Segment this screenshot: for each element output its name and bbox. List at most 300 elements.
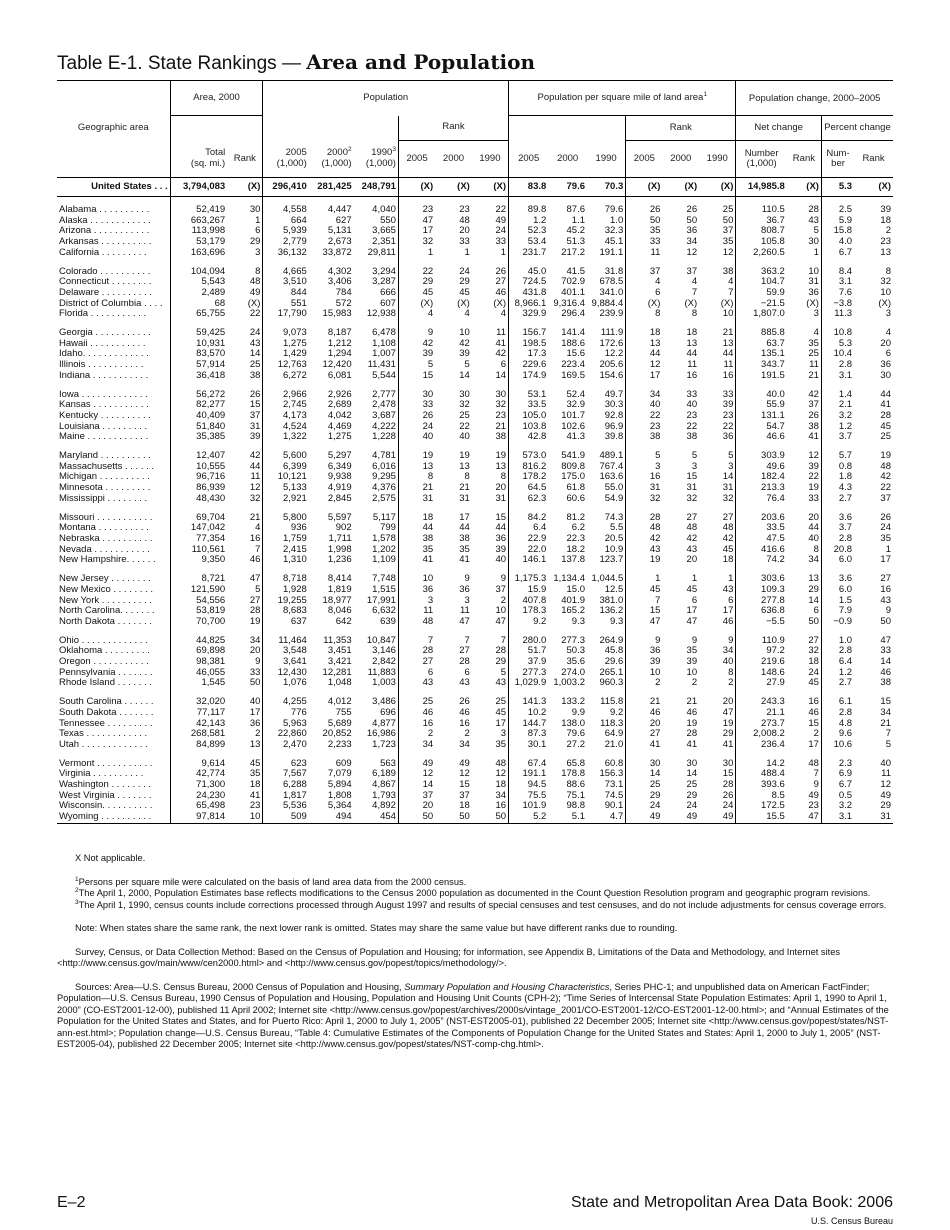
table-cell: 32 [686, 493, 698, 504]
table-row [57, 349, 893, 360]
table-cell: 178.2 [509, 472, 549, 483]
table-cell: 11,353 [323, 635, 352, 646]
table-cell: 10.2 [509, 708, 549, 719]
table-cell: 47.5 [736, 534, 787, 545]
table-cell: 3.1 [821, 371, 854, 382]
table-cell: 141.3 [509, 697, 549, 708]
table-cell: 3 [626, 462, 663, 473]
table-cell: 39 [495, 544, 507, 555]
table-cell: 26 [398, 411, 435, 422]
table-cell: 38 [626, 432, 663, 443]
table-cell: 30 [626, 759, 663, 770]
table-cell: 41 [626, 740, 663, 751]
table-cell: 11 [496, 328, 507, 339]
us-total-row [57, 178, 893, 197]
table-cell: 776 [263, 708, 309, 719]
table-cell: −21.5 [736, 299, 787, 310]
table-cell: 9 [691, 635, 698, 646]
table-cell: 1.0 [821, 636, 854, 647]
col-pop-1990: 1990$^3$ (1,000) [354, 141, 399, 178]
table-cell: 363.2 [736, 267, 787, 278]
table-cell: 43 [686, 544, 698, 555]
table-cell: 12,430 [263, 668, 309, 679]
table-cell: 75.5 [509, 791, 549, 802]
table-cell: 69,898 [170, 646, 227, 657]
title-main: Area and Population [306, 50, 536, 74]
state-name: South Carolina . . . . . . [59, 697, 154, 708]
table-cell: 642 [335, 616, 352, 627]
table-cell: 30.1 [509, 740, 549, 751]
table-cell: 82,277 [170, 400, 227, 411]
table-cell: 28 [398, 646, 435, 657]
table-cell: 1,294 [327, 349, 352, 360]
table-cell: 88.6 [566, 780, 586, 791]
table-cell: 17 [398, 226, 435, 237]
table-cell: −0.9 [821, 617, 854, 628]
table-cell: 393.6 [736, 780, 787, 791]
table-cell: 5 [626, 451, 663, 462]
table-cell: 14 [808, 595, 819, 606]
table-cell: 1.2 [509, 216, 549, 227]
table-cell: 678.5 [599, 277, 624, 288]
group-spacer [57, 197, 893, 206]
table-cell: 3,641 [263, 657, 309, 668]
table-cell: 17 [880, 555, 891, 566]
table-cell: 110.5 [736, 205, 787, 216]
table-cell: 2 [500, 595, 507, 606]
table-cell: 9.6 [821, 729, 854, 740]
table-cell: 41 [686, 739, 698, 750]
table-cell: 1,108 [372, 338, 396, 349]
table-cell: 45 [398, 288, 435, 299]
group-spacer [57, 505, 893, 513]
table-cell: 4,040 [372, 205, 396, 215]
table-cell: 33 [626, 237, 663, 248]
table-cell: 7.9 [821, 606, 854, 617]
table-cell: 4.7 [587, 812, 626, 823]
state-name: Tennessee . . . . . . . . . [59, 718, 153, 729]
table-cell: 36 [626, 646, 663, 657]
table-cell: 15 [626, 606, 663, 617]
table-cell: 4,867 [372, 780, 396, 791]
table-cell: 329.9 [509, 309, 549, 320]
table-cell: 5,133 [263, 483, 309, 494]
table-cell: 4.8 [821, 719, 854, 730]
table-cell: 52.4 [566, 389, 586, 400]
table-cell: 2,845 [327, 493, 352, 504]
table-cell: 81.2 [566, 512, 586, 523]
table-cell: 40,409 [170, 411, 227, 422]
table-cell: 36 [722, 432, 734, 443]
table-row [57, 494, 893, 505]
table-cell: 65,498 [170, 801, 227, 812]
table-cell: 33 [459, 237, 470, 248]
table-cell: 27 [686, 512, 698, 523]
table-cell: 11,464 [263, 636, 309, 647]
table-cell: 131.1 [736, 411, 787, 422]
table-cell: 18 [880, 215, 891, 226]
table-cell: 174.9 [509, 371, 549, 382]
table-cell: 11 [398, 606, 435, 617]
table-cell: 39 [459, 349, 470, 360]
table-cell: 2.5 [821, 205, 854, 216]
table-cell: 54,556 [170, 596, 227, 607]
table-cell: 54.7 [736, 422, 787, 433]
state-name: Nebraska . . . . . . . . . . [59, 533, 153, 544]
table-cell: 3,687 [372, 410, 396, 421]
header-blank [57, 81, 170, 116]
table-cell: 22.3 [566, 533, 586, 544]
table-cell: 35 [495, 739, 507, 750]
table-cell: 7,079 [327, 769, 352, 780]
table-cell: 784 [335, 287, 352, 298]
table-cell: 2,745 [263, 400, 309, 411]
table-cell: 50 [808, 616, 819, 627]
table-cell: 46 [626, 708, 663, 719]
table-cell: 7 [255, 544, 261, 555]
table-cell: 23 [459, 205, 470, 215]
table-cell: 188.6 [561, 338, 586, 349]
table-cell: 98.8 [566, 801, 586, 812]
table-cell: 1,003.2 [553, 678, 586, 689]
table-cell: 47 [249, 574, 261, 585]
table-cell: 27 [249, 595, 261, 606]
table-cell: 48 [880, 461, 891, 472]
table-cell: 32 [495, 400, 507, 411]
table-cell: 281,425 [309, 178, 354, 197]
table-cell: 34 [626, 390, 663, 401]
table-cell: 6 [691, 595, 698, 606]
table-cell: 243.3 [736, 697, 787, 708]
table-cell: 51,840 [170, 422, 227, 433]
table-cell: 34 [398, 740, 435, 751]
table-cell: 103.8 [509, 422, 549, 433]
table-cell: 38 [808, 421, 819, 432]
table-cell: 6,272 [263, 371, 309, 382]
table-cell: 29 [808, 584, 819, 595]
table-cell: 41 [249, 790, 261, 801]
table-cell: 45 [495, 707, 507, 718]
table-cell: 182.4 [736, 472, 787, 483]
table-cell: 4 [500, 309, 507, 320]
table-cell: 5.9 [821, 216, 854, 227]
table-cell: (X) [684, 298, 698, 309]
table-cell: 137.8 [561, 555, 586, 566]
table-cell: 32 [808, 646, 819, 657]
table-cell: 13 [398, 462, 435, 473]
table-cell: 29 [686, 790, 698, 801]
table-row [57, 205, 893, 216]
table-cell: 5 [398, 360, 435, 371]
table-cell: 49 [808, 790, 819, 801]
state-name: Delaware . . . . . . . . . . [59, 287, 152, 298]
table-cell: 5,597 [327, 512, 352, 523]
table-cell: 47 [495, 616, 507, 627]
table-cell: 33 [249, 667, 261, 678]
table-cell: 53,179 [170, 237, 227, 248]
table-cell: 343.7 [736, 360, 787, 371]
table-cell: 1.2 [821, 422, 854, 433]
table-cell: 64.9 [604, 729, 624, 740]
table-cell: 33 [495, 237, 507, 248]
table-cell: 572 [335, 298, 352, 309]
table-cell: 90.1 [604, 801, 624, 812]
table-cell: 136.2 [599, 606, 624, 617]
table-cell: 28 [495, 646, 507, 657]
table-cell: 10 [626, 668, 663, 679]
table-cell: 1,275 [263, 339, 309, 350]
table-cell: 5.3 [821, 339, 854, 350]
table-cell: 6,399 [263, 462, 309, 473]
table-cell: 69,704 [170, 513, 227, 524]
table-cell: 1.4 [821, 390, 854, 401]
table-cell: 37 [686, 266, 698, 277]
table-cell: 28 [249, 606, 261, 617]
table-row [57, 513, 893, 524]
col-net-number: Number (1,000) [736, 141, 787, 178]
table-cell: 4,447 [327, 205, 352, 215]
table-cell: 1,003 [372, 678, 396, 689]
table-row [57, 769, 893, 780]
table-cell: 13 [495, 461, 507, 472]
table-cell: 101.9 [509, 801, 549, 812]
table-cell: 38 [495, 432, 507, 443]
table-cell: 109.3 [736, 585, 787, 596]
table-cell: 21 [249, 512, 261, 523]
table-cell: 22 [398, 267, 435, 278]
table-cell: 55.0 [604, 483, 624, 494]
table-cell: 11 [626, 248, 663, 259]
table-cell: 44 [398, 523, 435, 534]
table-cell: 11 [687, 360, 698, 371]
table-cell: 50 [686, 215, 698, 226]
table-cell: 45 [459, 287, 470, 298]
table-cell: 49 [699, 812, 736, 823]
table-cell: 16 [459, 718, 470, 729]
table-row [57, 617, 893, 628]
table-cell: 46,055 [170, 668, 227, 679]
table-cell: 26 [249, 389, 261, 400]
table-cell: 20,852 [322, 729, 352, 740]
table-cell: 49 [398, 759, 435, 770]
table-cell: 49 [495, 215, 507, 226]
table-cell: 27 [626, 729, 663, 740]
table-cell: 303.9 [736, 451, 787, 462]
table-cell: 42 [459, 338, 470, 349]
table-cell: 17 [459, 512, 470, 523]
table-cell: (X) [398, 299, 435, 310]
table-cell: (X) [806, 298, 819, 309]
table-cell: 24 [495, 226, 507, 237]
table-cell: 13 [880, 247, 891, 258]
table-cell: 48 [459, 215, 470, 226]
table-cell: 4,877 [372, 718, 396, 729]
table-cell: 30.3 [604, 400, 624, 411]
table-cell: 28 [626, 513, 663, 524]
group-spacer [57, 259, 893, 267]
table-cell: 42,774 [170, 769, 227, 780]
table-cell: 12.5 [604, 584, 624, 595]
table-cell: 280.0 [509, 636, 549, 647]
table-cell: 50 [249, 678, 261, 689]
table-cell: 87.6 [566, 205, 586, 215]
table-cell: 19 [398, 451, 435, 462]
table-cell: 20 [808, 512, 819, 523]
table-cell: 1 [464, 247, 470, 258]
table-cell: 3 [500, 729, 507, 740]
table-cell: 1 [626, 574, 663, 585]
table-cell: 809.8 [561, 461, 586, 472]
table-cell: 4 [464, 309, 470, 320]
table-cell: 24 [459, 266, 470, 277]
table-cell: 8,683 [263, 606, 309, 617]
table-cell: 53.4 [509, 237, 549, 248]
table-cell: 16,986 [366, 729, 396, 740]
state-name: Wisconsin. . . . . . . . . . [59, 801, 153, 812]
table-cell: 70,700 [170, 617, 227, 628]
table-cell: 11 [250, 472, 261, 483]
table-cell: 43 [880, 595, 891, 606]
table-cell: 30 [808, 237, 819, 248]
table-cell: 40 [398, 432, 435, 443]
table-cell: 3 [813, 309, 819, 320]
state-name: Kentucky . . . . . . . . . . [59, 410, 151, 421]
table-cell: 27.2 [566, 739, 586, 750]
table-cell: 50 [472, 812, 509, 823]
state-name: United States . . . [57, 178, 170, 197]
table-cell: 9 [626, 636, 663, 647]
table-cell: 135.1 [736, 349, 787, 360]
table-cell: 3,146 [372, 646, 396, 657]
col-density-2005: 2005 [509, 141, 549, 178]
table-cell: 6,288 [263, 780, 309, 791]
table-cell: 3 [464, 595, 470, 606]
table-cell: 401.1 [561, 287, 586, 298]
table-cell: 36 [686, 226, 698, 237]
table-cell: 13 [249, 739, 261, 750]
table-cell: 3.6 [821, 574, 854, 585]
table-cell: 104,094 [170, 267, 227, 278]
col-pct-number: Num- ber [821, 141, 854, 178]
state-name: Michigan . . . . . . . . . . [59, 472, 150, 483]
table-cell: 4.3 [821, 483, 854, 494]
table-cell: 30 [495, 389, 507, 400]
table-cell: 101.7 [561, 410, 586, 421]
table-cell: 123.7 [599, 555, 624, 566]
table-cell: 48,430 [170, 494, 227, 505]
table-cell: 27 [398, 657, 435, 668]
table-cell: 936 [263, 523, 309, 534]
table-cell: 23 [398, 205, 435, 216]
table-cell: 3 [885, 309, 891, 320]
table-cell: 147,042 [170, 523, 227, 534]
table-cell: 39.8 [604, 432, 624, 443]
table-cell: 5,939 [263, 226, 309, 237]
table-row [57, 801, 893, 812]
table-cell: 38 [249, 370, 261, 381]
table-cell: 115.8 [600, 697, 624, 708]
table-cell: 7 [691, 287, 698, 298]
table-cell: 9.3 [610, 616, 624, 627]
table-cell: 29 [459, 277, 470, 288]
table-cell: 3.7 [821, 432, 854, 443]
table-cell: 27 [722, 512, 734, 523]
state-name: Iowa . . . . . . . . . . . . . [59, 389, 148, 400]
table-cell: 1,048 [327, 678, 352, 689]
table-cell: 25 [398, 697, 435, 708]
col-pop-2000: 2000$^2$ (1,000) [309, 141, 354, 178]
table-cell: 6 [626, 288, 663, 299]
table-cell: 767.4 [599, 461, 624, 472]
table-cell: (X) [457, 298, 470, 309]
table-cell: 141.4 [561, 328, 586, 339]
table-cell: 8,718 [263, 574, 309, 585]
note: Note: When states share the same rank, the next lower rank is omitted. States may share the same value but have different ranks due to rounding. [75, 923, 678, 933]
table-cell: 5 [885, 739, 891, 750]
table-cell: 623 [263, 759, 309, 770]
table-cell: 33 [686, 389, 698, 400]
table-cell: 2 [464, 729, 470, 740]
table-cell: 22 [459, 421, 470, 432]
table-cell: 26 [880, 512, 891, 523]
table-cell: 3,486 [372, 697, 396, 708]
table-cell: 2.3 [821, 759, 854, 770]
table-cell: 7 [500, 635, 507, 646]
table-cell: 50 [722, 215, 734, 226]
table-cell: 1,236 [327, 555, 352, 566]
table-row [57, 780, 893, 791]
table-cell: 4 [885, 328, 891, 339]
state-name: Rhode Island . . . . . . . [59, 678, 152, 689]
table-cell: 53,819 [170, 606, 227, 617]
table-cell: 36 [459, 584, 470, 595]
table-cell: 9,316.4 [553, 298, 586, 309]
table-cell: 14.2 [736, 759, 787, 770]
table-cell: 10.6 [821, 740, 854, 751]
table-cell: 4 [691, 277, 698, 288]
table-cell: 31.8 [604, 266, 624, 277]
table-cell: 46 [495, 287, 507, 298]
table-cell: 7 [728, 287, 734, 298]
table-cell: 45 [808, 678, 819, 689]
col-density-rank-1990: 1990 [699, 141, 736, 178]
table-cell: 296.4 [561, 309, 586, 320]
table-cell: 2 [728, 678, 734, 689]
table-cell: 37.9 [509, 657, 549, 668]
table-cell: 47 [880, 635, 891, 646]
table-cell: 43 [459, 678, 470, 689]
table-cell: 49 [249, 287, 261, 298]
table-cell: 10.8 [821, 328, 854, 339]
table-cell: 27 [459, 646, 470, 657]
table-cell: 7 [813, 769, 819, 780]
table-cell: 34 [495, 790, 507, 801]
table-cell: 36.7 [736, 216, 787, 227]
table-cell: 4,892 [372, 801, 396, 812]
table-cell: 14 [459, 370, 470, 381]
table-cell: 2 [255, 729, 261, 740]
table-row [57, 545, 893, 556]
table-cell: 25 [626, 780, 663, 791]
header-population: Population [263, 81, 509, 116]
table-cell: 7.6 [821, 288, 854, 299]
table-cell: 47 [722, 707, 734, 718]
table-cell: 9.2 [610, 707, 624, 718]
table-cell: 49.6 [736, 462, 787, 473]
table-cell: 18.2 [566, 544, 586, 555]
table-row [57, 237, 893, 248]
table-cell: 8.4 [821, 267, 854, 278]
